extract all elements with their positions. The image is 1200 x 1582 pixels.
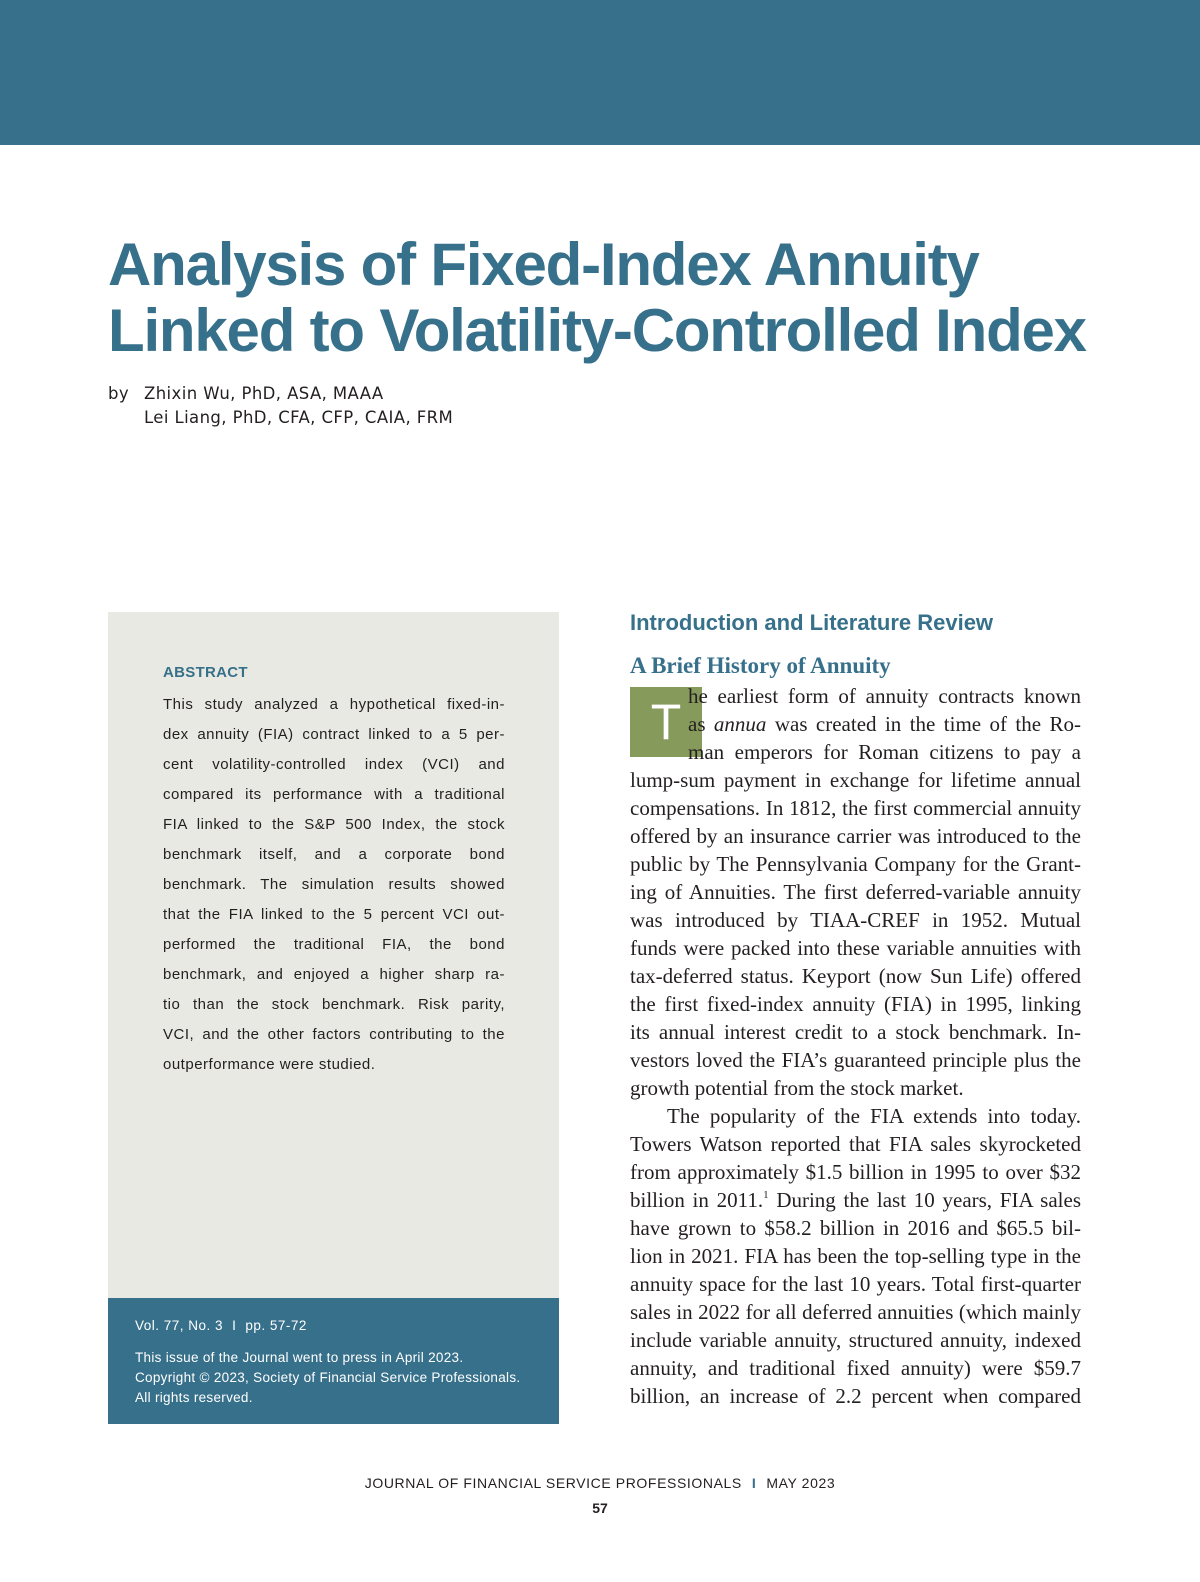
abstract-line: FIA linked to the S&P 500 Index, the stock [163, 816, 505, 833]
abstract-line: that the FIA linked to the 5 percent VCI out- [163, 906, 505, 923]
body-line: ing of Annuities. The first deferred-variable annuity [630, 880, 1081, 904]
abstract-text [163, 690, 505, 1080]
drop-cap: T [630, 687, 702, 757]
footnote-marker[interactable]: 1 [763, 1189, 769, 1201]
title-line-2: Linked to Volatility-Controlled Index [108, 297, 1086, 364]
body-line: annuity space for the last 10 years. Total first-quarter [630, 1272, 1081, 1296]
press-note [135, 1348, 520, 1408]
abstract-line: dex annuity (FIA) contract linked to a 5 per- [163, 726, 505, 743]
body-line: annuity, and traditional fixed annuity) were $59.7 [630, 1356, 1081, 1380]
body-line: from approximately $1.5 billion in 1995 to over $32 [630, 1160, 1081, 1184]
body-line: have grown to $58.2 billion in 2016 and $65.5 bil- [630, 1216, 1081, 1240]
subsection-heading: A Brief History of Annuity [630, 653, 891, 678]
body-line: growth potential from the stock market. [630, 1076, 964, 1100]
footer-separator: I [751, 1475, 757, 1491]
issue-info-box [108, 1298, 559, 1424]
body-line: billion in 2011.$^1$ During the last 10 years, FIA sales [630, 1188, 1081, 1212]
body-line: vestors loved the FIA’s guaranteed principle plus the [630, 1048, 1081, 1072]
body-line: lump-sum payment in exchange for lifetime annual [630, 768, 1081, 792]
body-line: lion in 2021. FIA has been the top-selling type in the [630, 1244, 1081, 1268]
body-line: sales in 2022 for all deferred annuities (which mainly [630, 1300, 1081, 1324]
abstract-line: outperformance were studied. [163, 1056, 376, 1073]
body-line: as annua was created in the time of the Ro- [688, 712, 1082, 736]
page-number: 57 [592, 1500, 608, 1516]
body-line: funds were packed into these variable annuities with [630, 936, 1081, 960]
title-line-1: Analysis of Fixed-Index Annuity [108, 231, 979, 298]
page-range: pp. 57-72 [245, 1318, 307, 1333]
volume-line [135, 1318, 307, 1333]
body-line: the first fixed-index annuity (FIA) in 1995, linking [630, 992, 1081, 1016]
body-line: its annual interest credit to a stock benchmark. In- [630, 1020, 1081, 1044]
abstract-box [108, 612, 559, 1298]
author-1: Zhixin Wu, PhD, ASA, MAAA [144, 384, 384, 403]
body-line: offered by an insurance carrier was introduced to the [630, 824, 1081, 848]
abstract-line: benchmark. The simulation results showed [163, 876, 505, 893]
latin-term: annua [713, 712, 767, 736]
abstract-line: benchmark itself, and a corporate bond [163, 846, 505, 863]
abstract-heading: ABSTRACT [163, 664, 248, 681]
body-line: public by The Pennsylvania Company for the Grant- [630, 852, 1081, 876]
issue-date: MAY 2023 [766, 1475, 836, 1491]
abstract-line: compared its performance with a traditional [163, 786, 505, 803]
body-line: man emperors for Roman citizens to pay a [688, 740, 1081, 764]
abstract-line: VCI, and the other factors contributing to the [163, 1026, 505, 1043]
by-label: by [108, 384, 130, 403]
journal-name: JOURNAL OF FINANCIAL SERVICE PROFESSIONALS [364, 1475, 742, 1491]
volume-separator: I [232, 1318, 237, 1333]
body-line: billion, an increase of 2.2 percent when compared [630, 1384, 1081, 1408]
rights-line: All rights reserved. [135, 1390, 253, 1405]
abstract-line: performed the traditional FIA, the bond [163, 936, 505, 953]
running-footer [0, 1475, 1200, 1491]
body-line: he earliest form of annuity contracts known [688, 684, 1081, 708]
body-line: was introduced by TIAA-CREF in 1952. Mutual [630, 908, 1081, 932]
press-line: This issue of the Journal went to press in April 2023. [135, 1350, 464, 1365]
abstract-line: tio than the stock benchmark. Risk parity, [163, 996, 505, 1013]
abstract-line: cent volatility-controlled index (VCI) and [163, 756, 505, 773]
header-band [0, 0, 1200, 145]
body-line: The popularity of the FIA extends into today. [667, 1104, 1081, 1128]
volume-number: Vol. 77, No. 3 [135, 1318, 224, 1333]
abstract-line: benchmark, and enjoyed a higher sharp ra- [163, 966, 505, 983]
author-2: Lei Liang, PhD, CFA, CFP, CAIA, FRM [144, 408, 454, 427]
body-line: tax-deferred status. Keyport (now Sun Life) offered [630, 964, 1081, 988]
copyright-line: Copyright © 2023, Society of Financial Service Professionals. [135, 1370, 521, 1385]
body-line: compensations. In 1812, the first commercial annuity [630, 796, 1081, 820]
article-title [108, 232, 1148, 364]
body-line: Towers Watson reported that FIA sales skyrocketed [630, 1132, 1081, 1156]
body-text [630, 682, 1081, 1410]
body-line: include variable annuity, structured annuity, indexed [630, 1328, 1081, 1352]
abstract-line: This study analyzed a hypothetical fixed-in- [163, 696, 505, 713]
section-heading: Introduction and Literature Review [630, 610, 994, 635]
